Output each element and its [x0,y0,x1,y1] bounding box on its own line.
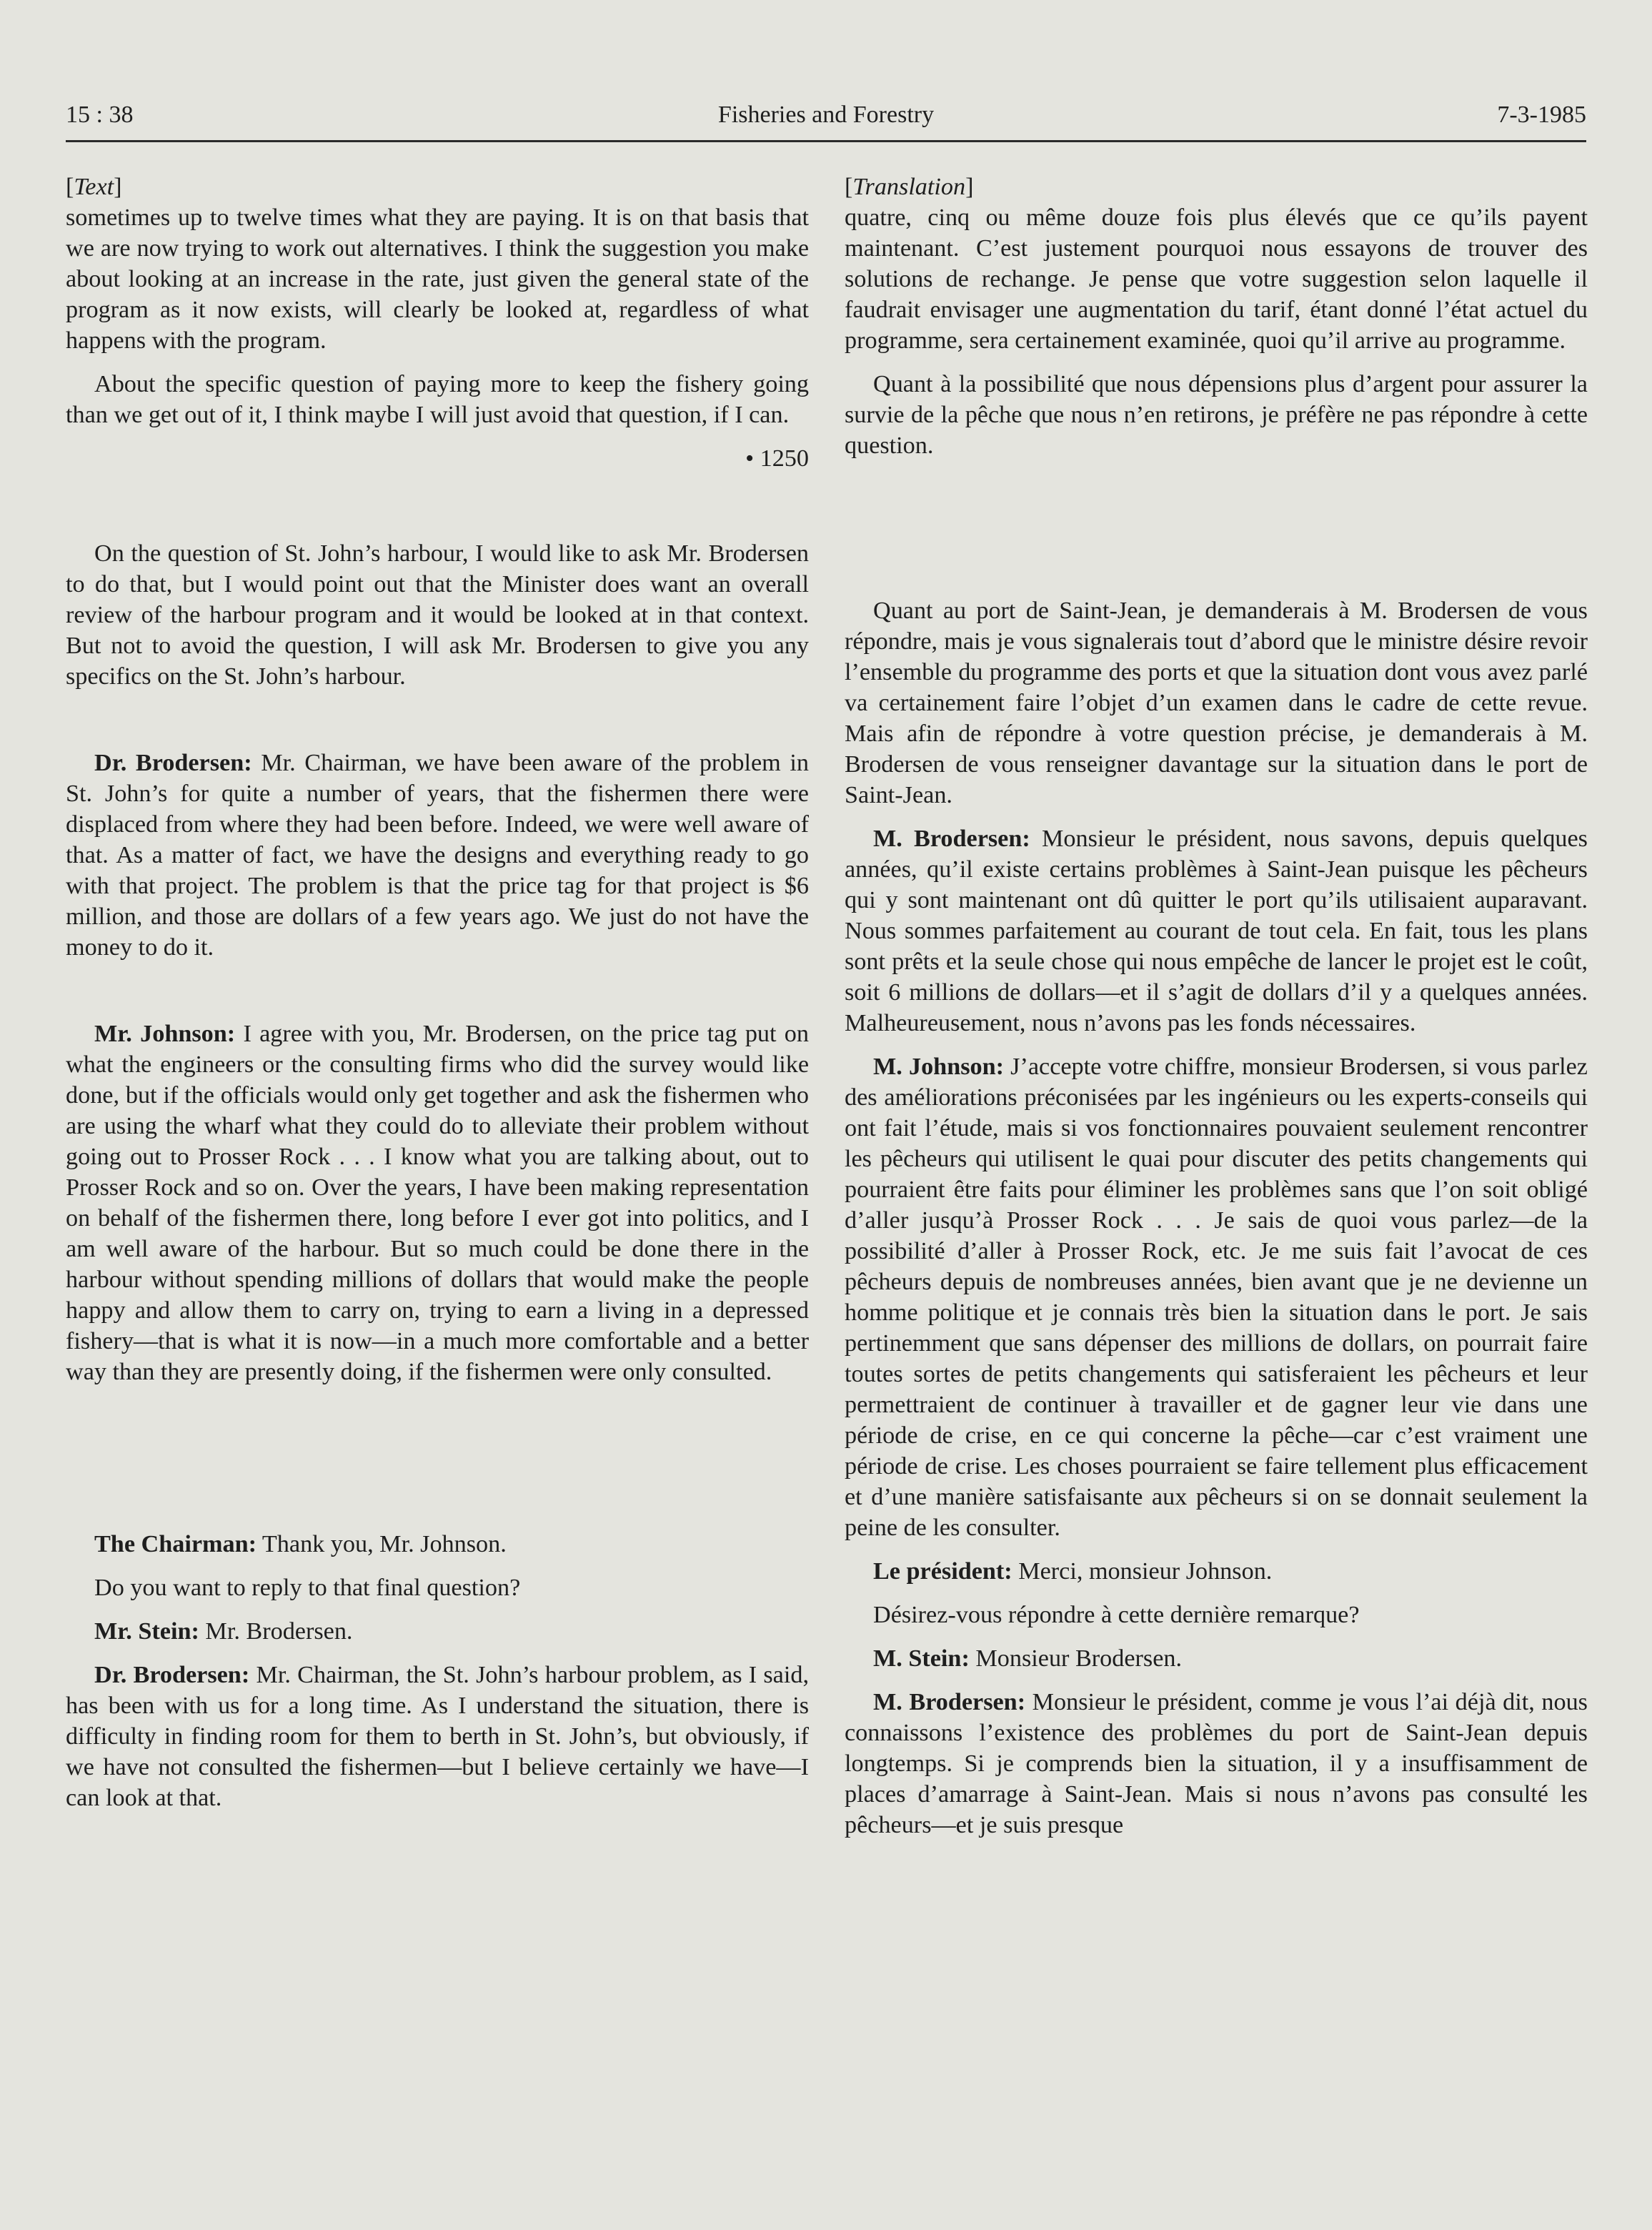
paragraph: About the specific question of paying more to keep the fishery going than we get out of it, I think maybe I will just avoid that question, if I can. [66,371,809,428]
timestamp: • 1250 [745,445,809,472]
speech-paragraph: M. Stein: Monsieur Brodersen. [873,1645,1183,1672]
paragraph: On the question of St. John’s harbour, I would like to ask Mr. Brodersen to do that, but I would point out that the Minister does want an overall review of the harbour program and it would be looked at in that context. But not to avoid the question, I will ask Mr. Brodersen to give you any specifics on the St. John’s harbour. [66,540,809,690]
page-date: 7-3-1985 [1497,101,1586,128]
english-column [66,172,809,1826]
speaker-name: Mr. Johnson: [94,1021,236,1047]
speaker-name: M. Stein: [873,1645,970,1672]
paragraph: quatre, cinq ou même douze fois plus élevés que ce qu’ils payent maintenant. C’est justement pourquoi nous essayons de trouver des solutions de rechange. Je pense que votre suggestion selon laquelle il faudrait envisager une augmentation du tarif, étant donné l’état actuel du programme, sera certainement examinée, quoi qu’il arrive au programme. [845,204,1588,354]
paragraph: Quant à la possibilité que nous dépensions plus d’argent pour assurer la survie de la pêche que nous n’en retirons, je préfère ne pas répondre à cette question. [845,371,1588,459]
page-number: 15 : 38 [66,101,134,128]
section-tag: [Text] [66,174,122,200]
speaker-name: Mr. Stein: [94,1618,199,1645]
paragraph: sometimes up to twelve times what they are paying. It is on that basis that we are now trying to work out alternatives. I think the suggestion you make about looking at an increase in the rate, just given the general state of the program as it now exists, will clearly be looked at, regardless of what happens with the program. [66,204,809,354]
page-header [66,99,1586,142]
speech-paragraph: Le président: Merci, monsieur Johnson. [873,1558,1273,1585]
speaker-name: Le président: [873,1558,1012,1585]
speaker-name: M. Johnson: [873,1054,1004,1080]
speech-paragraph: M. Brodersen: Monsieur le président, comme je vous l’ai déjà dit, nous connaissons l’existence des problèmes du port de Saint-Jean depuis longtemps. Si je comprends bien la situation, il y a insuffisamment de places d’amarrage à Saint-Jean. Mais si nous n’avons pas consulté les pêcheurs—et je suis presque [845,1689,1588,1838]
speaker-name: Dr. Brodersen: [94,750,252,776]
paragraph: Do you want to reply to that final question? [94,1575,521,1601]
speech-paragraph: The Chairman: Thank you, Mr. Johnson. [94,1531,507,1557]
publication-title: Fisheries and Forestry [717,101,935,128]
speaker-name: M. Brodersen: [873,1689,1026,1715]
speech-paragraph: M. Brodersen: Monsieur le président, nous savons, depuis quelques années, qu’il existe certains problèmes à Saint-Jean puisque les pêcheurs qui y sont maintenant ont dû quitter le port qu’ils utilisaient auparavant. Nous sommes parfaitement au courant de tout cela. En fait, tous les plans sont prêts et la seule chose qui nous empêche de lancer le projet est le coût, soit 6 millions de dollars—et il s’agit de dollars d’il y a quelques années. Malheureusement, nous n’avons pas les fonds nécessaires. [845,826,1588,1036]
speaker-name: Dr. Brodersen: [94,1662,250,1688]
speech-paragraph: Dr. Brodersen: Mr. Chairman, the St. John’s harbour problem, as I said, has been with us for a long time. As I understand the situation, there is difficulty in finding room for them to berth in St. John’s, but obviously, if we have not consulted the fishermen—but I believe certainly we have—I can look at that. [66,1662,809,1811]
paragraph: Quant au port de Saint-Jean, je demanderais à M. Brodersen de vous répondre, mais je vous signalerais tout d’abord que le ministre désire revoir l’ensemble du programme des ports et que la situation dont vous avez parlé va certainement faire l’objet d’un examen dans le cadre de cette revue. Mais afin de répondre à votre question précise, je demanderais à M. Brodersen de vous renseigner davantage sur la situation dans le port de Saint-Jean. [845,598,1588,808]
french-column [845,172,1588,1853]
section-tag: [Translation] [845,174,974,200]
speech-paragraph: Mr. Stein: Mr. Brodersen. [94,1618,353,1645]
speech-paragraph: Mr. Johnson: I agree with you, Mr. Brodersen, on the price tag put on what the engineers or the consulting firms who did the survey would like done, but if the officials would only get together and ask the fishermen who are using the wharf what they could do to alleviate their problem without going out to Prosser Rock . . . I know what you are talking about, out to Prosser Rock and so on. Over the years, I have been making representation on behalf of the fishermen there, long before I ever got into politics, and I am well aware of the harbour. But so much could be done there in the harbour without spending millions of dollars that would make the people happy and allow them to carry on, trying to earn a living in a depressed fishery—that is what it is now—in a much more comfortable and a better way than they are presently doing, if the fishermen were only consulted. [66,1021,809,1385]
speech-paragraph: Dr. Brodersen: Mr. Chairman, we have been aware of the problem in St. John’s for quite a number of years, that the fishermen there were displaced from where they had been before. Indeed, we were well aware of that. As a matter of fact, we have the designs and everything ready to go with that project. The problem is that the price tag for that project is $6 million, and those are dollars of a few years ago. We just do not have the money to do it. [66,750,809,961]
speech-paragraph: M. Johnson: J’accepte votre chiffre, monsieur Brodersen, si vous parlez des améliorations préconisées par les ingénieurs ou les experts-conseils qui ont fait l’étude, mais si vos fonctionnaires pouvaient seulement rencontrer les pêcheurs qui utilisent le quai pour discuter des petits changements qui pourraient être faits pour éliminer les problèmes sans que l’on soit obligé d’aller jusqu’à Prosser Rock . . . Je sais de quoi vous parlez—de la possibilité d’aller à Prosser Rock, etc. Je me suis fait l’avocat de ces pêcheurs depuis de nombreuses années, bien avant que je ne devienne un homme politique et je connais très bien la situation dans le port. Je sais pertinemment que sans dépenser des millions de dollars, on pourrait faire toutes sortes de petits changements qui satisferaient les pêcheurs et leur permettraient de continuer à travailler et de gagner leur vie dans une période de crise, en ce qui concerne la pêche—car c’est vraiment une période de crise. Les choses pourraient se faire tellement plus efficacement et d’une manière satisfaisante aux pêcheurs si on se donnait seulement la peine de les consulter. [845,1054,1588,1541]
paragraph: Désirez-vous répondre à cette dernière remarque? [873,1602,1360,1628]
speaker-name: M. Brodersen: [873,826,1030,852]
speaker-name: The Chairman: [94,1531,257,1557]
